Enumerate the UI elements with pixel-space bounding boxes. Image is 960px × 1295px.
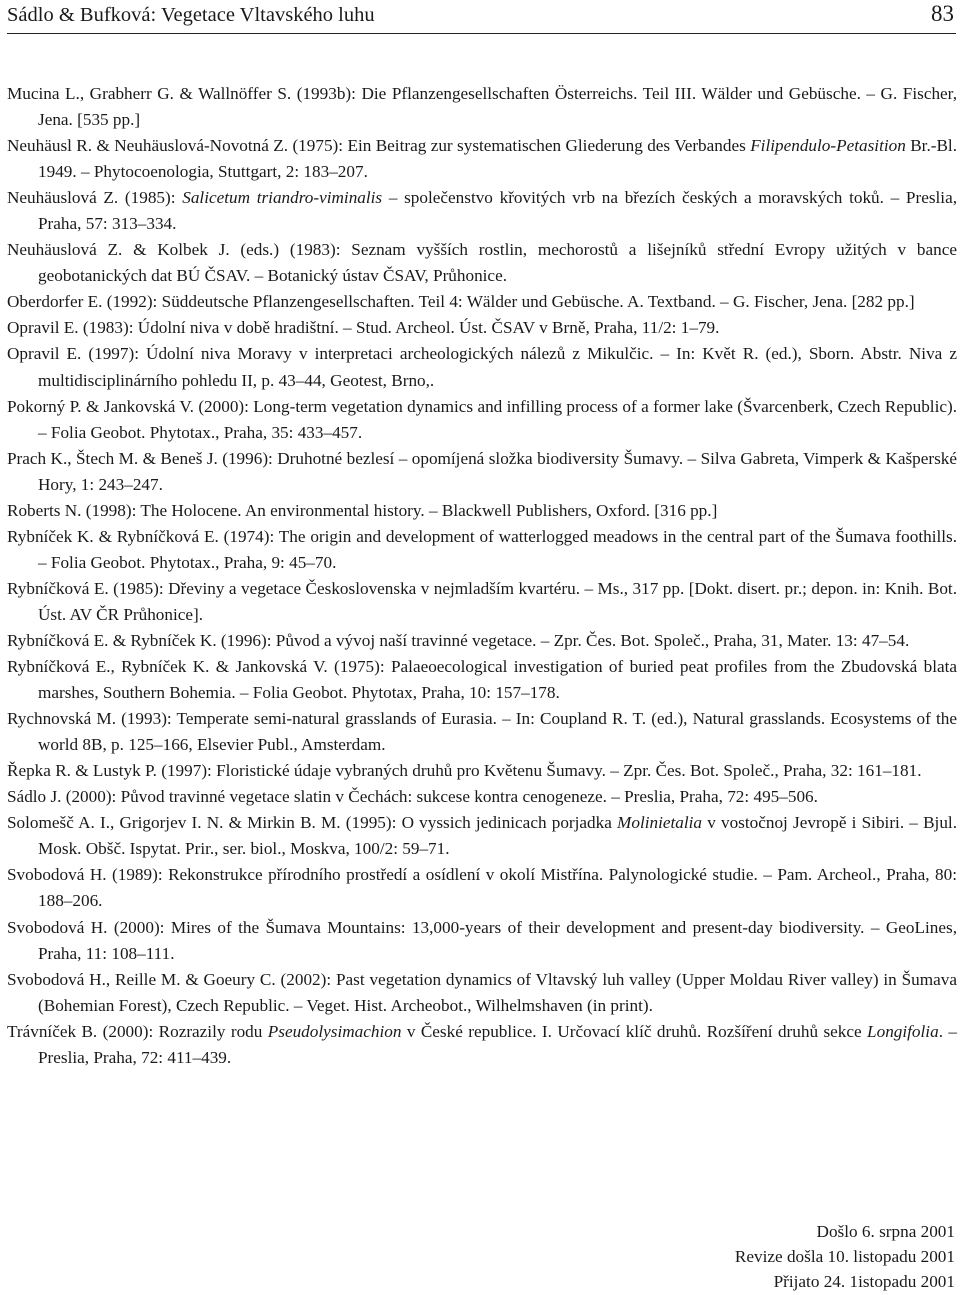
reference-entry bbox=[7, 341, 957, 393]
reference-entry bbox=[7, 810, 957, 862]
italic-taxon-name: Filipendulo-Petasition bbox=[750, 136, 906, 156]
reference-text: v vostočnoj Jevropě i Sibiri. – Bjul. Mosk. Obšč. Ispytat. Prir., ser. biol., Moskva, 100/2: 59–71. bbox=[38, 813, 957, 859]
submission-dates bbox=[735, 1219, 955, 1294]
reference-entry bbox=[7, 1019, 957, 1071]
running-title: Sádlo & Bufková: Vegetace Vltavského luhu bbox=[7, 4, 375, 26]
reference-entry bbox=[7, 394, 957, 446]
received-date: Došlo 6. srpna 2001 bbox=[816, 1222, 955, 1241]
reference-text: Oberdorfer E. (1992): Süddeutsche Pflanzengesellschaften. Teil 4: Wälder und Gebüsche. A. Textband. – G. Fischer, Jena. [282 pp.] bbox=[7, 292, 915, 312]
reference-text: Řepka R. & Lustyk P. (1997): Floristické údaje vybraných druhů pro Květenu Šumavy. – Zpr. Čes. Bot. Společ., Praha, 32: 161–181. bbox=[7, 761, 922, 781]
reference-entry bbox=[7, 185, 957, 237]
page-number: 83 bbox=[931, 1, 954, 26]
reference-entry bbox=[7, 237, 957, 289]
italic-taxon-name: Pseudolysimachion bbox=[267, 1021, 402, 1041]
reference-text: Br.-Bl. 1949. – Phytocoenologia, Stuttgart, 2: 183–207. bbox=[38, 136, 958, 182]
accepted-date: Přijato 24. 1istopadu 2001 bbox=[773, 1272, 955, 1291]
reference-text: Opravil E. (1997): Údolní niva Moravy v interpretaci archeologických nálezů z Mikulčic. – In: Květ R. (ed.), Sborn. Abstr. Niva z multidisciplinárního pohledu II, p. 43–44, Geotest, Brno,. bbox=[7, 344, 957, 390]
reference-entry bbox=[7, 133, 957, 185]
reference-text: – společenstvo křovitých vrb na březích českých a moravských toků. – Preslia, Praha, 57: 313–334. bbox=[38, 188, 958, 234]
reference-entry bbox=[7, 524, 957, 576]
reference-entry bbox=[7, 446, 957, 498]
reference-text: Prach K., Štech M. & Beneš J. (1996): Druhotné bezlesí – opomíjená složka biodiversity Šumavy. – Silva Gabreta, Vimperk & Kašperské Hory, 1: 243–247. bbox=[7, 448, 957, 494]
reference-text: Neuhäuslová Z. (1985): bbox=[7, 188, 183, 208]
reference-entry bbox=[7, 706, 957, 758]
italic-taxon-name: Salicetum triandro-viminalis bbox=[182, 188, 383, 208]
reference-text: Rybníčková E. & Rybníček K. (1996): Původ a vývoj naší travinné vegetace. – Zpr. Čes. Bot. Společ., Praha, 31, Mater. 13: 47–54. bbox=[7, 630, 910, 650]
reference-entry bbox=[7, 784, 957, 810]
reference-entry bbox=[7, 915, 957, 967]
reference-entry bbox=[7, 654, 957, 706]
reference-text: Rybníčková E., Rybníček K. & Jankovská V. (1975): Palaeoecological investigation of buried peat profiles from the Zbudovská blata marshes, Southern Bohemia. – Folia Geobot. Phytotax, Praha, 10: 157–178. bbox=[7, 657, 957, 703]
reference-text: Neuhäuslová Z. & Kolbek J. (eds.) (1983): Seznam vyšších rostlin, mechorostů a lišejníků střední Evropy užitých v bance geobotanických dat BÚ ČSAV. – Botanický ústav ČSAV, Průhonice. bbox=[7, 240, 957, 286]
reference-text: Trávníček B. (2000): Rozrazily rodu bbox=[7, 1021, 268, 1041]
reference-entry bbox=[7, 758, 957, 784]
reference-entry bbox=[7, 967, 957, 1019]
reference-text: Svobodová H. (2000): Mires of the Šumava Mountains: 13,000-years of their development and present-day biodiversity. – GeoLines, Praha, 11: 108–111. bbox=[7, 917, 957, 963]
reference-entry bbox=[7, 289, 957, 315]
italic-taxon-name: Longifolia bbox=[867, 1021, 939, 1041]
reference-text: Roberts N. (1998): The Holocene. An environmental history. – Blackwell Publishers, Oxford. [316 pp.] bbox=[7, 500, 718, 520]
reference-list bbox=[7, 81, 957, 1071]
reference-text: Solomešč A. I., Grigorjev I. N. & Mirkin B. M. (1995): O vyssich jedinicach porjadka bbox=[7, 813, 618, 833]
reference-text: Pokorný P. & Jankovská V. (2000): Long-term vegetation dynamics and infilling process of a former lake (Švarcenberk, Czech Republic). – Folia Geobot. Phytotax., Praha, 35: 433–457. bbox=[7, 396, 957, 442]
reference-text: . – Preslia, Praha, 72: 411–439. bbox=[38, 1021, 957, 1067]
reference-entry bbox=[7, 576, 957, 628]
reference-text: Rybníček K. & Rybníčková E. (1974): The origin and development of watterlogged meadows in the central part of the Šumava foothills. – Folia Geobot. Phytotax., Praha, 9: 45–70. bbox=[7, 526, 957, 572]
reference-text: Rybníčková E. (1985): Dřeviny a vegetace Československa v nejmladším kvartéru. – Ms., 317 pp. [Dokt. disert. pr.; depon. in: Knih. Bot. Úst. AV ČR Průhonice]. bbox=[7, 578, 957, 624]
reference-text: v České republice. I. Určovací klíč druhů. Rozšíření druhů sekce bbox=[401, 1021, 868, 1041]
reference-entry bbox=[7, 81, 957, 133]
reference-text: Svobodová H., Reille M. & Goeury C. (2002): Past vegetation dynamics of Vltavský luh valley (Upper Moldau River valley) in Šumava (Bohemian Forest), Czech Republic. – Veget. Hist. Archeobot., Wilhelmshaven (in print). bbox=[7, 969, 957, 1015]
italic-taxon-name: Molinietalia bbox=[617, 813, 703, 833]
reference-text: Svobodová H. (1989): Rekonstrukce přírodního prostředí a osídlení v okolí Mistřína. Palynologické studie. – Pam. Archeol., Praha, 80: 188–206. bbox=[7, 865, 957, 911]
reference-entry bbox=[7, 498, 957, 524]
running-header bbox=[7, 0, 956, 34]
reference-entry bbox=[7, 315, 957, 341]
reference-text: Rychnovská M. (1993): Temperate semi-natural grasslands of Eurasia. – In: Coupland R. T. (ed.), Natural grasslands. Ecosystems of the world 8B, p. 125–166, Elsevier Publ., Amsterdam. bbox=[7, 709, 957, 755]
reference-text: Opravil E. (1983): Údolní niva v době hradištní. – Stud. Archeol. Úst. ČSAV v Brně, Praha, 11/2: 1–79. bbox=[7, 318, 720, 338]
reference-text: Mucina L., Grabherr G. & Wallnöffer S. (1993b): Die Pflanzengesellschaften Österreichs. Teil III. Wälder und Gebüsche. – G. Fischer, Jena. [535 pp.] bbox=[7, 84, 957, 130]
reference-entry bbox=[7, 862, 957, 914]
reference-text: Neuhäusl R. & Neuhäuslová-Novotná Z. (1975): Ein Beitrag zur systematischen Gliederung des Verbandes bbox=[7, 136, 751, 156]
revised-date: Revize došla 10. listopadu 2001 bbox=[734, 1247, 955, 1266]
reference-entry bbox=[7, 628, 957, 654]
reference-text: Sádlo J. (2000): Původ travinné vegetace slatin v Čechách: sukcese kontra cenogeneze. – Preslia, Praha, 72: 495–506. bbox=[7, 787, 818, 807]
